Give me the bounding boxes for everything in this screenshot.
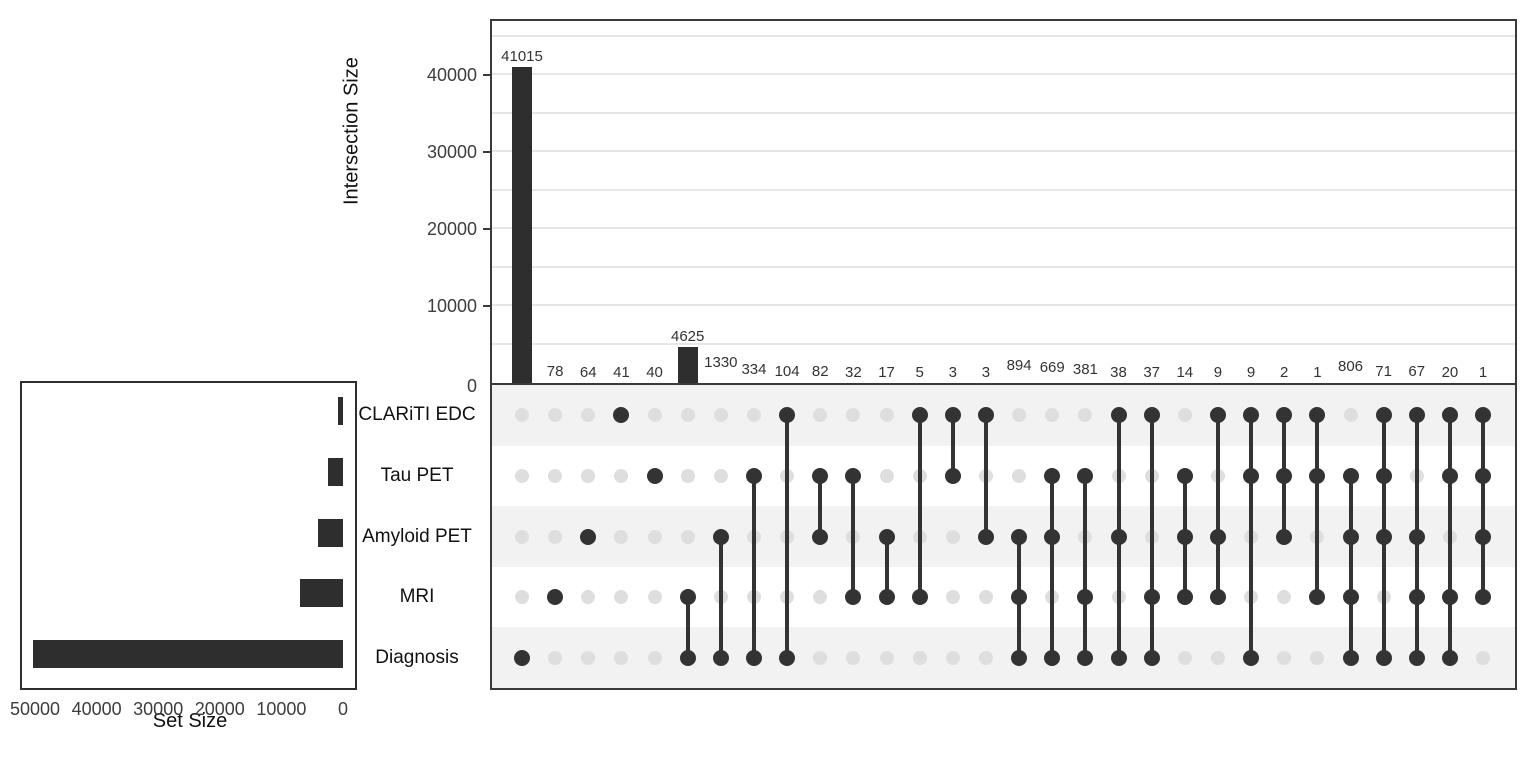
matrix-dot-active xyxy=(945,407,961,423)
matrix-dot-inactive xyxy=(1310,651,1324,665)
matrix-dot-inactive xyxy=(714,469,728,483)
matrix-connector-line xyxy=(1315,415,1319,597)
set-size-tick-label: 20000 xyxy=(194,699,245,719)
y-axis-tick-mark xyxy=(483,305,490,307)
matrix-dot-inactive xyxy=(681,530,695,544)
matrix-connector-line xyxy=(785,415,789,657)
intersection-value-label: 9 xyxy=(1213,363,1223,381)
matrix-dot-active xyxy=(879,589,895,605)
matrix-dot-active xyxy=(713,650,729,666)
matrix-dot-inactive xyxy=(681,408,695,422)
matrix-dot-inactive xyxy=(1012,469,1026,483)
matrix-dot-inactive xyxy=(880,469,894,483)
matrix-dot-active xyxy=(680,589,696,605)
matrix-dot-active xyxy=(1243,468,1259,484)
matrix-row-stripe xyxy=(492,627,1515,688)
matrix-dot-active xyxy=(580,529,596,545)
matrix-dot-active xyxy=(1177,468,1193,484)
set-size-tick-label: 50000 xyxy=(9,699,61,719)
intersection-value-label: 38 xyxy=(1110,363,1127,381)
matrix-dot-active xyxy=(1376,468,1392,484)
matrix-dot-active xyxy=(1343,529,1359,545)
matrix-dot-inactive xyxy=(1277,651,1291,665)
matrix-connector-line xyxy=(752,476,756,658)
matrix-dot-active xyxy=(1210,589,1226,605)
gridline xyxy=(492,304,1515,306)
matrix-dot-active xyxy=(1077,650,1093,666)
matrix-dot-active xyxy=(1343,589,1359,605)
gridline xyxy=(492,266,1515,268)
intersection-value-label: 32 xyxy=(845,363,862,381)
matrix-dot-active xyxy=(1111,407,1127,423)
matrix-dot-inactive xyxy=(979,590,993,604)
matrix-dot-inactive xyxy=(1178,651,1192,665)
matrix-dot-active xyxy=(1243,650,1259,666)
matrix-dot-active xyxy=(746,468,762,484)
matrix-dot-inactive xyxy=(648,651,662,665)
matrix-dot-active xyxy=(1210,529,1226,545)
set-row-label: CLARiTI EDC xyxy=(358,404,476,426)
matrix-dot-active xyxy=(1144,407,1160,423)
matrix-dot-active xyxy=(1376,529,1392,545)
set-size-bar xyxy=(33,640,344,668)
matrix-dot-inactive xyxy=(1344,408,1358,422)
set-size-chart xyxy=(20,381,357,690)
matrix-dot-active xyxy=(746,650,762,666)
matrix-dot-active xyxy=(978,529,994,545)
matrix-connector-line xyxy=(1050,476,1054,658)
intersection-value-label: 4625 xyxy=(671,328,705,346)
matrix-dot-inactive xyxy=(979,651,993,665)
intersection-value-label: 5 xyxy=(915,363,924,381)
matrix-dot-active xyxy=(1475,529,1491,545)
intersection-bar xyxy=(678,347,698,383)
matrix-dot-active xyxy=(1376,407,1392,423)
matrix-dot-active xyxy=(1343,650,1359,666)
matrix-connector-line xyxy=(1349,476,1353,658)
gridline xyxy=(492,189,1515,191)
intersection-value-label: 1330 xyxy=(704,353,738,371)
intersection-value-label: 20 xyxy=(1441,363,1459,381)
intersection-value-label: 9 xyxy=(1246,363,1256,381)
intersection-bar xyxy=(512,67,532,383)
y-axis-tick-label: 30000 xyxy=(426,142,477,162)
matrix-dot-inactive xyxy=(1476,651,1490,665)
membership-matrix xyxy=(490,383,1517,690)
matrix-dot-active xyxy=(1111,650,1127,666)
matrix-dot-active xyxy=(1343,468,1359,484)
gridline xyxy=(492,35,1515,37)
intersection-value-label: 334 xyxy=(741,361,767,379)
matrix-dot-active xyxy=(1442,650,1458,666)
matrix-dot-inactive xyxy=(946,590,960,604)
matrix-dot-active xyxy=(1376,650,1392,666)
set-row-label: Tau PET xyxy=(380,464,454,486)
matrix-dot-active xyxy=(1011,650,1027,666)
intersection-value-label: 669 xyxy=(1039,358,1065,376)
matrix-connector-line xyxy=(719,537,723,658)
matrix-connector-line xyxy=(918,415,922,597)
matrix-dot-active xyxy=(1409,407,1425,423)
matrix-connector-line xyxy=(686,597,690,658)
y-axis-tick-label: 10000 xyxy=(426,296,477,316)
matrix-dot-active xyxy=(1144,589,1160,605)
set-size-bar xyxy=(318,519,343,547)
matrix-dot-inactive xyxy=(548,469,562,483)
matrix-connector-line xyxy=(1083,476,1087,658)
matrix-dot-inactive xyxy=(548,651,562,665)
intersection-value-label: 64 xyxy=(579,363,597,381)
set-size-tick-label: 0 xyxy=(337,699,349,719)
gridline xyxy=(492,150,1515,152)
matrix-dot-inactive xyxy=(581,651,595,665)
matrix-dot-active xyxy=(1144,650,1160,666)
matrix-dot-active xyxy=(879,529,895,545)
matrix-dot-inactive xyxy=(1178,408,1192,422)
matrix-dot-inactive xyxy=(648,590,662,604)
y-axis-tick-mark xyxy=(483,228,490,230)
intersection-value-label: 37 xyxy=(1143,363,1160,381)
matrix-dot-active xyxy=(1177,529,1193,545)
intersection-value-label: 381 xyxy=(1072,361,1098,379)
intersection-value-label: 41 xyxy=(613,363,630,381)
matrix-dot-inactive xyxy=(648,530,662,544)
matrix-dot-active xyxy=(1276,529,1292,545)
matrix-connector-line xyxy=(1150,415,1154,657)
matrix-connector-line xyxy=(1448,415,1452,657)
matrix-connector-line xyxy=(818,476,822,537)
intersection-value-label: 41015 xyxy=(501,48,543,66)
matrix-dot-active xyxy=(680,650,696,666)
set-size-bar xyxy=(328,458,343,486)
gridline xyxy=(492,112,1515,114)
matrix-dot-inactive xyxy=(913,651,927,665)
set-row-label: Diagnosis xyxy=(375,646,459,668)
matrix-dot-active xyxy=(1044,529,1060,545)
matrix-dot-active xyxy=(1177,589,1193,605)
y-axis-tick-label: 0 xyxy=(466,376,477,396)
intersection-value-label: 3 xyxy=(981,363,991,381)
set-row-label: MRI xyxy=(399,586,435,608)
matrix-connector-line xyxy=(851,476,855,597)
intersection-value-label: 71 xyxy=(1375,363,1392,381)
matrix-dot-active xyxy=(1409,589,1425,605)
matrix-dot-inactive xyxy=(946,530,960,544)
matrix-dot-active xyxy=(1442,589,1458,605)
matrix-dot-active xyxy=(1276,468,1292,484)
matrix-dot-inactive xyxy=(614,530,628,544)
matrix-dot-active xyxy=(779,650,795,666)
matrix-dot-active xyxy=(1409,650,1425,666)
gridline xyxy=(492,73,1515,75)
gridline xyxy=(492,227,1515,229)
matrix-dot-inactive xyxy=(846,651,860,665)
matrix-connector-line xyxy=(1481,415,1485,597)
y-axis-tick-label: 40000 xyxy=(426,65,477,85)
matrix-dot-active xyxy=(647,468,663,484)
matrix-row-stripe xyxy=(492,446,1515,507)
y-axis-tick-label: 20000 xyxy=(426,219,477,239)
intersection-size-chart xyxy=(490,19,1517,383)
intersection-value-label: 82 xyxy=(811,363,829,381)
matrix-dot-inactive xyxy=(813,651,827,665)
intersection-value-label: 806 xyxy=(1337,357,1364,375)
intersection-value-label: 1 xyxy=(1313,363,1322,381)
y-axis-tick-mark xyxy=(483,151,490,153)
matrix-dot-inactive xyxy=(946,651,960,665)
matrix-dot-active xyxy=(945,468,961,484)
intersection-value-label: 104 xyxy=(774,363,800,381)
gridline xyxy=(492,343,1515,345)
intersection-value-label: 17 xyxy=(878,363,895,381)
matrix-connector-line xyxy=(1249,415,1253,657)
matrix-dot-active xyxy=(514,650,530,666)
matrix-dot-active xyxy=(1442,468,1458,484)
intersection-value-label: 14 xyxy=(1176,363,1194,381)
set-size-tick-label: 30000 xyxy=(133,699,184,719)
matrix-dot-active xyxy=(1111,529,1127,545)
matrix-connector-line xyxy=(951,415,955,476)
matrix-dot-inactive xyxy=(681,469,695,483)
matrix-connector-line xyxy=(984,415,988,536)
intersection-value-label: 894 xyxy=(1006,357,1032,375)
matrix-dot-active xyxy=(1011,529,1027,545)
matrix-row-stripe xyxy=(492,567,1515,628)
matrix-dot-active xyxy=(912,407,928,423)
matrix-row-stripe xyxy=(492,506,1515,567)
intersection-value-label: 1 xyxy=(1478,363,1488,381)
matrix-dot-inactive xyxy=(515,530,529,544)
matrix-connector-line xyxy=(1216,415,1220,597)
matrix-dot-inactive xyxy=(648,408,662,422)
matrix-connector-line xyxy=(885,537,889,598)
intersection-value-label: 67 xyxy=(1408,363,1426,381)
y-axis-tick-mark xyxy=(483,74,490,76)
matrix-dot-inactive xyxy=(515,469,529,483)
set-size-tick-label: 10000 xyxy=(256,699,307,719)
matrix-dot-inactive xyxy=(515,590,529,604)
matrix-dot-active xyxy=(713,529,729,545)
matrix-dot-active xyxy=(812,529,828,545)
matrix-dot-active xyxy=(1475,468,1491,484)
matrix-dot-active xyxy=(1044,650,1060,666)
set-size-axis-title: Set Size xyxy=(152,710,228,732)
matrix-dot-active xyxy=(1409,529,1425,545)
set-row-label: Amyloid PET xyxy=(362,525,472,547)
matrix-dot-inactive xyxy=(880,651,894,665)
intersection-value-label: 2 xyxy=(1280,363,1289,381)
intersection-value-label: 40 xyxy=(646,363,663,381)
matrix-dot-inactive xyxy=(1211,651,1225,665)
set-size-bar xyxy=(338,397,343,425)
set-size-tick-label: 40000 xyxy=(71,699,122,719)
set-size-bar xyxy=(300,579,343,607)
matrix-dot-inactive xyxy=(880,408,894,422)
matrix-dot-inactive xyxy=(548,530,562,544)
intersection-value-label: 3 xyxy=(948,363,957,381)
matrix-row-stripe xyxy=(492,385,1515,446)
intersection-value-label: 78 xyxy=(546,363,564,381)
upset-plot: Intersection Size Set Size 0 10000 20000 30000 40000 41015 78 64 41 40 4625 1330 334 104 82 32 17 5 3 3 894 669 381 38 37 14 9 9 2 1 806 71 67 20 1 50000 40000 30000 20000 10000 0 CLARiTI EDC Tau PET Amyloid PET MRI Diagnosis xyxy=(0,0,1536,768)
matrix-dot-active xyxy=(912,589,928,605)
